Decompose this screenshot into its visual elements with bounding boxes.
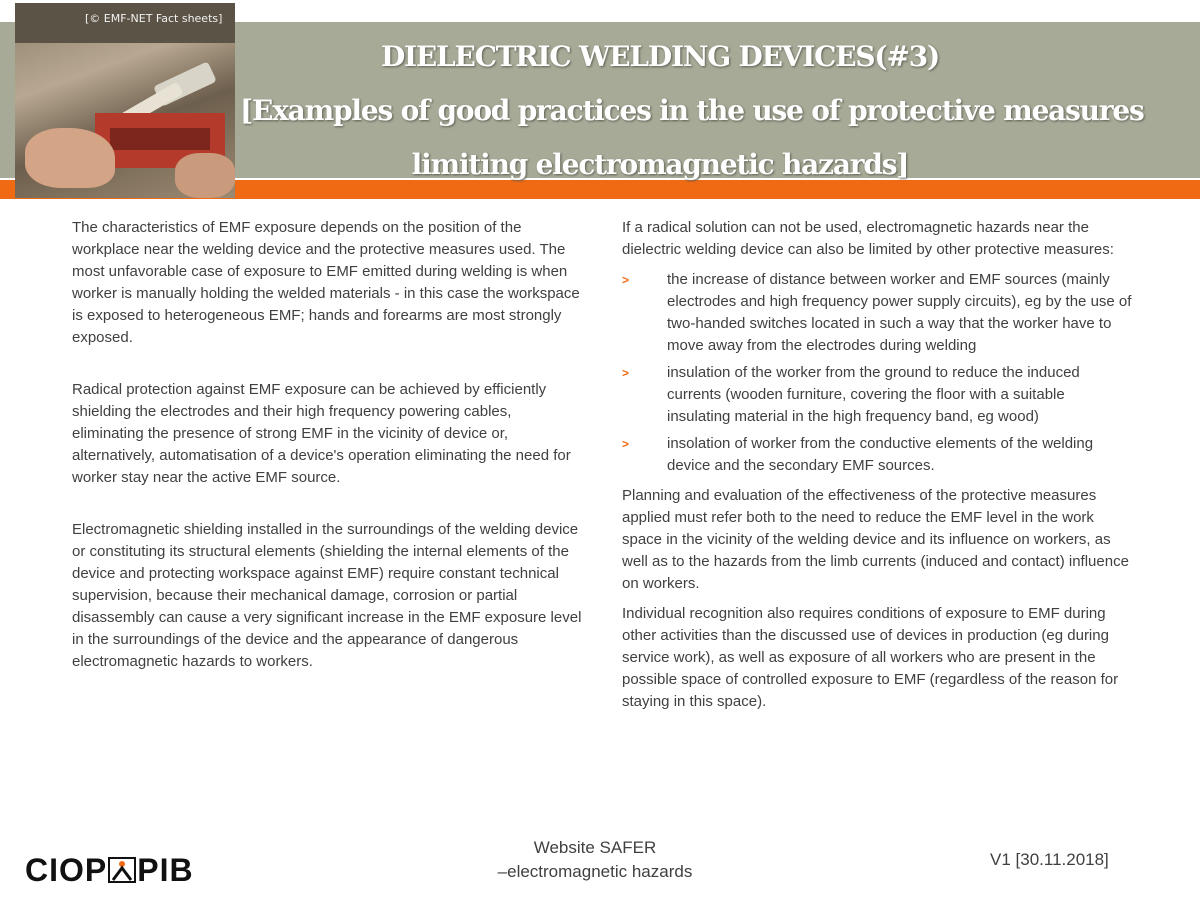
protective-measures-list xyxy=(622,269,1132,477)
photo-credit: [© EMF-NET Fact sheets] xyxy=(85,12,223,25)
version-label: V1 [30.11.2018] xyxy=(990,850,1109,869)
paragraph-individual-recognition: Individual recognition also requires conditions of exposure to EMF during other activities than the discussed use of devices in production (eg during service work), as well as exposure of all workers who are present in the possible space of controlled exposure to EMF (regardless of the reason for staying in this space). xyxy=(622,605,1119,710)
footer-website-subtitle: –electromagnetic hazards xyxy=(497,862,693,881)
ciop-pib-logo: CIOP PIB xyxy=(25,852,194,888)
list-item-text: the increase of distance between worker and EMF sources (mainly electrodes and high frequency power supply circuits), eg by the use of two-handed switches located in such a way that the worker have to move away from the electrodes during welding xyxy=(667,271,1132,354)
title-line-2: [Examples of good practices in the use of protective measures xyxy=(240,94,1144,127)
right-column xyxy=(622,217,1132,721)
title-line-1: DIELECTRIC WELDING DEVICES(#3) xyxy=(380,40,940,73)
paragraph-planning-evaluation: Planning and evaluation of the effectiveness of the protective measures applied must refer both to the need to reduce the EMF level in the work space in the vicinity of the welding device and its influence on workers, as well as to the hazards from the limb currents (induced and contact) influence on workers. xyxy=(622,487,1129,592)
paragraph-shielding-supervision: Electromagnetic shielding installed in the surroundings of the welding device or constituting its structural elements (shielding the internal elements of the device and protecting workspace against EMF) require constant technical supervision, because their mechanical damage, corrosion or partial disassembly can cause a very significant increase in the EMF exposure level in the surroundings of the device and the appearance of dangerous electromagnetic hazards to workers. xyxy=(72,521,582,670)
welding-device-photo xyxy=(15,3,235,198)
paragraph-other-measures-intro: If a radical solution can not be used, electromagnetic hazards near the dielectric welding device can also be limited by other protective measures: xyxy=(622,219,1114,258)
orange-arrow-bullet-icon: > xyxy=(622,273,630,287)
list-item xyxy=(622,269,1132,357)
list-item-text: insolation of worker from the conductive elements of the welding device and the secondary EMF sources. xyxy=(667,435,1094,474)
slide-title xyxy=(240,30,1144,192)
logo-figure-icon xyxy=(108,857,136,883)
orange-arrow-bullet-icon: > xyxy=(622,366,630,380)
paragraph-radical-protection: Radical protection against EMF exposure can be achieved by efficiently shielding the electrodes and their high frequency powering cables, eliminating the presence of strong EMF in the vicinity of device or, alternatively, automatisation of a device's operation eliminating the need for worker stay near the active EMF source. xyxy=(72,381,571,486)
footer-website-name: Website SAFER xyxy=(533,838,657,857)
paragraph-exposure-characteristics: The characteristics of EMF exposure depends on the position of the workplace near the welding device and the protective measures used. The most unfavorable case of exposure to EMF emitted during welding is when worker is manually holding the welded materials - in this case the workspace is exposed to heterogeneous EMF; hands and forearms are most strongly exposed. xyxy=(72,219,580,346)
left-column xyxy=(72,217,582,703)
list-item xyxy=(622,433,1132,477)
list-item xyxy=(622,362,1132,428)
list-item-text: insulation of the worker from the ground to reduce the induced currents (wooden furniture, covering the floor with a suitable insulating material in the high frequency band, eg wood) xyxy=(667,364,1080,425)
title-line-3: limiting electromagnetic hazards] xyxy=(411,148,909,181)
footer-website-label xyxy=(450,836,740,884)
orange-arrow-bullet-icon: > xyxy=(622,437,630,451)
